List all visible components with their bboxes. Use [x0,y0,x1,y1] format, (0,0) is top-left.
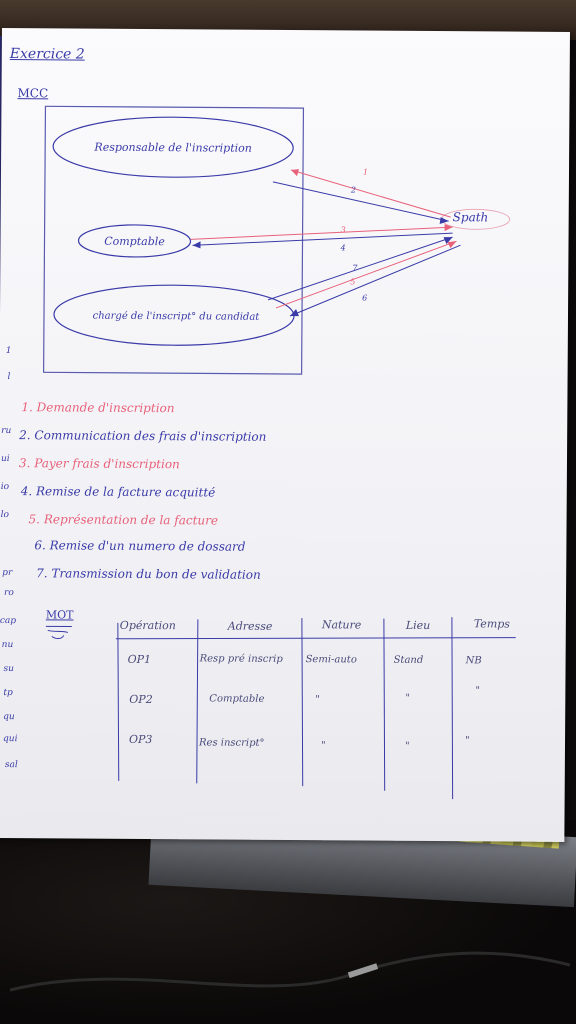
margin-mark: 1 [5,346,12,357]
mot-cell-lieu: " [404,740,410,752]
flow-arrow-6 [290,244,460,317]
flow-arrow-7 [268,236,452,301]
margin-mark: qu [3,712,15,723]
flow-number-3: 3 [340,225,346,235]
margin-mark: cap [0,615,17,627]
flow-item-label: Transmission du bon de validation [51,566,261,582]
flow-item-2 [19,428,266,444]
flow-item-7 [36,566,261,582]
flow-item-5 [29,512,219,527]
cable [10,930,570,1010]
mcc-heading: MCC [17,86,49,101]
margin-mark: l [7,372,11,383]
flow-item-label: Payer frais d'inscription [34,456,180,472]
flow-item-num: 1. [21,400,33,415]
flow-item-label: Représentation de la facture [43,512,219,528]
flow-item-3 [19,456,180,471]
mot-cell-temps: NB [465,655,482,667]
mot-col-operation: Opération [119,618,176,633]
mot-cell-lieu: " [405,692,410,704]
notebook-page [0,28,570,842]
flow-arrow-3 [191,225,453,241]
flow-item-label: Demande d'inscription [36,400,175,416]
flow-number-2: 2 [350,185,357,195]
mot-cell-op: OP1 [127,652,152,667]
actor-label-responsable: Responsable de l'inscription [94,140,252,155]
flow-number-6: 6 [362,293,368,303]
mot-cell-adresse: Comptable [209,693,265,705]
mot-table [115,613,526,806]
flow-number-4: 4 [340,243,346,253]
flow-item-4 [21,484,216,499]
margin-mark: ui [0,454,10,465]
flow-arrow-1 [291,167,451,217]
flow-item-label: Remise de la facture acquitté [35,484,216,500]
flow-item-num: 5. [28,512,41,527]
margin-mark: sal [4,760,18,771]
mot-cell-nature: " [320,740,326,752]
flow-item-label: Remise d'un numero de dossard [49,538,246,554]
mot-cell-op: OP2 [129,692,153,707]
flow-number-7: 7 [352,263,358,273]
page-title: Exercice 2 [9,46,85,63]
flow-arrow-4 [192,231,452,247]
mot-cell-op: OP3 [128,732,153,747]
mot-cell-adresse: Res inscript° [198,737,265,749]
mot-col-adresse: Adresse [227,619,273,633]
mot-cell-lieu: Stand [393,654,424,666]
mot-cell-nature: " [315,694,320,706]
mot-cell-adresse: Resp pré inscrip [199,653,283,665]
actor-label-charge: chargé de l'inscript° du candidat [92,310,260,323]
flow-item-6 [34,538,245,553]
flow-item-1 [21,400,174,415]
flow-arrow-2 [273,182,449,221]
mot-cell-temps: " [475,685,481,697]
margin-mark: tp [3,688,13,699]
flow-item-num: 4. [20,484,33,499]
margin-mark: pr [2,568,13,579]
mot-col-temps: Temps [473,617,511,631]
margin-mark: ru [1,426,12,437]
mot-table-grid [115,613,526,806]
flow-item-num: 7. [36,566,48,581]
mcc-diagram [0,88,570,415]
margin-mark: ro [4,588,14,599]
mot-cell-temps: " [464,735,470,747]
flow-item-num: 6. [34,538,46,553]
margin-mark: io [0,482,10,493]
mot-cell-nature: Semi-auto [305,654,357,666]
flow-arrows [190,168,461,317]
margin-mark: lo [0,510,9,521]
flow-number-5: 5 [350,277,356,287]
mot-col-lieu: Lieu [405,618,431,633]
mot-heading: MOT [45,608,74,622]
mot-underline-icon [44,622,74,642]
actor-label-comptable: Comptable [104,234,165,249]
margin-mark: qui [3,734,18,745]
flow-number-1: 1 [362,167,369,177]
external-actor-label: Spath [452,210,489,225]
flow-item-label: Communication des frais d'inscription [34,428,267,444]
mot-col-nature: Nature [321,618,362,632]
margin-mark: nu [1,640,14,651]
margin-mark: su [3,664,14,675]
flow-item-num: 2. [19,428,31,443]
flow-item-num: 3. [18,456,31,471]
